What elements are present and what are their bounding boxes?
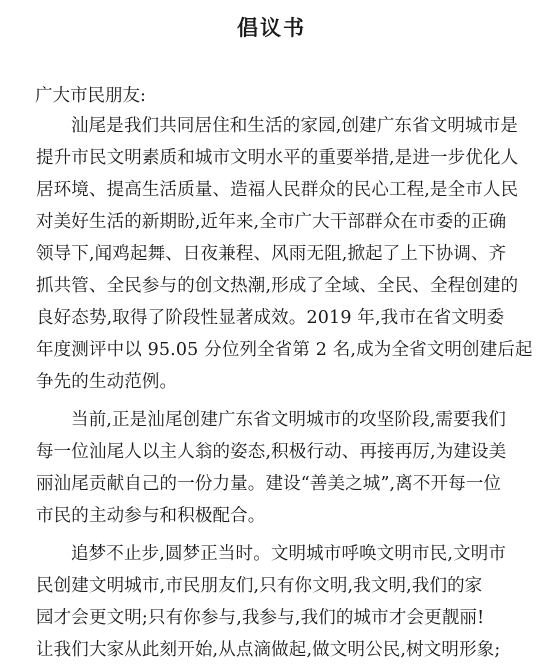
paragraph-line: 对美好生活的新期盼,近年来,全市广大干部群众在市委的正确 xyxy=(36,212,507,232)
paragraph-line: 园才会更文明;只有你参与,我参与,我们的城市才会更靓丽! xyxy=(36,608,485,628)
paragraph-line: 良好态势,取得了阶段性显著成效。2019 年,我市在省文明委 xyxy=(36,308,505,328)
paragraph-line: 年度测评中以 95.05 分位列全省第 2 名,成为全省文明创建后起 xyxy=(36,340,533,360)
salutation: 广大市民朋友: xyxy=(35,86,146,106)
paragraph-line: 市民的主动参与和积极配合。 xyxy=(36,506,266,526)
paragraph-line: 丽汕尾贡献自己的一份力量。建设“善美之城”,离不开每一位 xyxy=(36,474,502,494)
paragraph-line: 争先的生动范例。 xyxy=(36,372,178,392)
paragraph-line: 民创建文明城市,市民朋友们,只有你文明,我文明,我们的家 xyxy=(36,576,483,596)
paragraph-line: 让我们大家从此刻开始,从点滴做起,做文明公民,树文明形象; xyxy=(36,640,501,660)
document-title: 倡议书 xyxy=(237,15,306,40)
paragraph-line: 追梦不止步,圆梦正当时。文明城市呼唤文明市民,文明市 xyxy=(71,544,507,564)
paragraph-line: 居环境、提高生活质量、造福人民群众的民心工程,是全市人民 xyxy=(36,180,519,200)
paragraph-line: 汕尾是我们共同居住和生活的家园,创建广东省文明城市是 xyxy=(71,116,518,136)
paragraph-line: 每一位汕尾人以主人翁的姿态,积极行动、再接再厉,为建设美 xyxy=(36,442,507,462)
paragraph-line: 提升市民文明素质和城市文明水平的重要举措,是进一步优化人 xyxy=(36,148,519,168)
paragraph-line: 当前,正是汕尾创建广东省文明城市的攻坚阶段,需要我们 xyxy=(71,410,507,430)
paragraph-line: 抓共管、全民参与的创文热潮,形成了全域、全民、全程创建的 xyxy=(36,276,519,296)
paragraph-line: 领导下,闻鸡起舞、日夜兼程、风雨无阻,掀起了上下协调、齐 xyxy=(36,244,507,264)
